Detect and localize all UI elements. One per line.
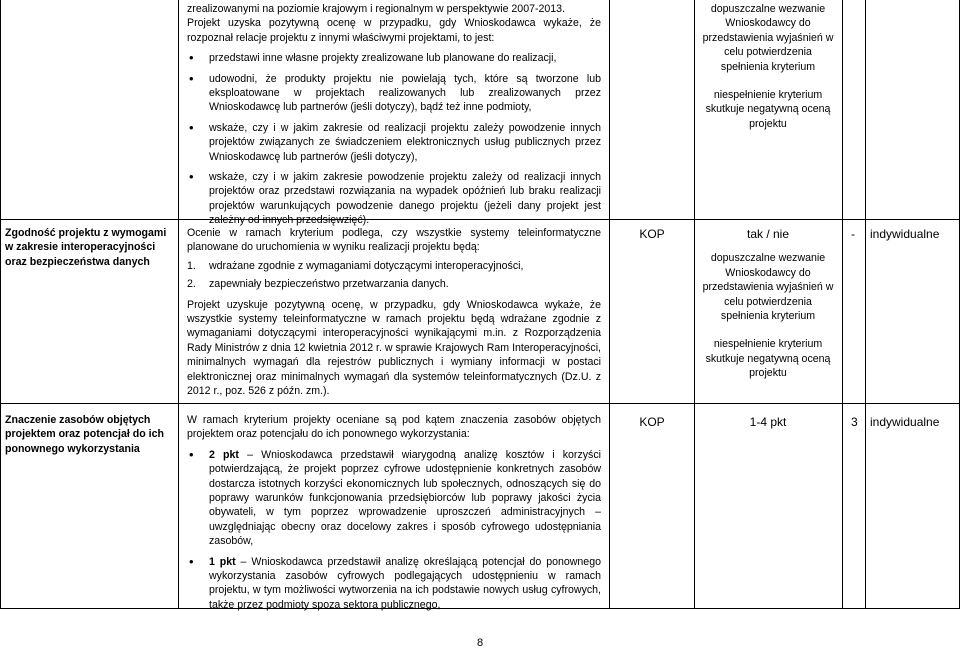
description-paragraph: Projekt uzyska pozytywną ocenę w przypadku, gdy Wnioskodawca wykaże, że rozpoznał relacje projektu z innymi właściwymi projektami, to jest: (187, 17, 601, 44)
description-paragraph: Ocenie w ramach kryterium podlega, czy wszystkie systemy teleinformatyczne planowane do uruchomienia w wyniku realizacji projektu będą: (187, 227, 601, 254)
result-cell (700, 2, 836, 131)
list-item (187, 259, 601, 273)
result-text: niespełnienie kryterium skutkuje negatywną oceną projektu (705, 338, 831, 380)
weight-value: 3 (851, 415, 858, 429)
page-number: 8 (476, 637, 484, 649)
table-border (0, 0, 1, 609)
bullet-list (187, 51, 601, 227)
description-paragraph: Projekt uzyskuje pozytywną ocenę, w przypadku, gdy Wnioskodawca wykaże, że wszystkie systemy teleinformatyczne w ramach projektu będą wdrażane zgodnie z wymaganiami dotyczącymi interoperacyjności wynikającymi m.in. z Rozporządzenia Rady Ministrów z dnia 12 kwietnia 2012 r. w sprawie Krajowych Ram Interoperacyjności, minimalnych wymagań dla rejestrów publicznych i wymiany informacji w postaci elektronicznej oraz minimalnych wymagań dla systemów teleinformatycznych (Dz.U. z 2012 r., poz. 526 z późn. zm.). (187, 298, 601, 398)
list-item (187, 277, 601, 291)
assessment-type: indywidualne (870, 227, 940, 241)
evaluating-body: KOP (639, 415, 665, 429)
item-number: 1. (187, 259, 196, 272)
criterion-name: Zgodność projektu z wymogami w zakresie interoperacyjności oraz bezpieczeństwa danych (5, 227, 167, 268)
row-description (187, 226, 601, 398)
description-paragraph: W ramach kryterium projekty oceniane są pod kątem znaczenia zasobów objętych projektem oraz potencjału do ich ponownego wykorzystania: (187, 414, 601, 441)
spacer (700, 323, 836, 337)
list-item (187, 555, 601, 613)
scale-value: 1-4 pkt (749, 415, 787, 429)
points-label: 1 pkt (209, 555, 236, 568)
table-border (609, 0, 610, 609)
table-border (178, 0, 179, 609)
list-item: • wskaże, czy i w jakim zakresie powodzenie projektu zależy od realizacji innych projektów oraz przedstawi rozwiązania na wypadek opóźnień lub braku realizacji projektów warunkujących powodzenie danego projektu (jeżeli dany projekt jest zależny od innych przedsięwzięć). (187, 170, 601, 228)
row-description (187, 413, 601, 612)
intro-line: zrealizowanymi na poziomie krajowym i regionalnym w perspektywie 2007-2013. (187, 3, 566, 15)
list-item: • wskaże, czy i w jakim zakresie od realizacji projektu zależy powodzenie innych projektów związanych ze świadczeniem elektronicznych usług publicznych przez Wnioskodawcę lub partnerów (jeśli dotyczy), (187, 121, 601, 164)
points-label: 2 pkt (209, 448, 239, 461)
list-item (187, 448, 601, 549)
list-item: • przedstawi inne własne projekty zrealizowane lub planowane do realizacji, (187, 51, 601, 65)
spacer (700, 241, 836, 251)
table-border (842, 0, 843, 609)
row-description (187, 2, 601, 228)
result-text: dopuszczalne wezwanie Wnioskodawcy do przedstawienia wyjaśnień w celu potwierdzenia spełnienia kryterium (702, 252, 834, 323)
spacer (700, 74, 836, 88)
result-text: dopuszczalne wezwanie Wnioskodawcy do przedstawienia wyjaśnień w celu potwierdzenia spełnienia kryterium (702, 3, 834, 73)
scale-value: tak / nie (746, 227, 790, 241)
list-item: • udowodni, że produkty projektu nie powielają tych, które są tworzone lub eksploatowane w projektach realizowanych lub zrealizowanych przez Wnioskodawcę lub partnerów (jeśli dotyczy), bądź też inne podmioty, (187, 72, 601, 115)
item-text: wdrażane zgodnie z wymaganiami dotyczącymi interoperacyjności, (209, 259, 524, 272)
table-border (694, 0, 695, 609)
result-cell (700, 227, 836, 381)
item-number: 2. (187, 278, 196, 291)
bullet-list (187, 448, 601, 612)
assessment-type: indywidualne (870, 415, 940, 429)
numbered-list (187, 259, 601, 292)
weight-value: - (851, 227, 855, 241)
table-border (0, 403, 960, 404)
item-text: – Wnioskodawca przedstawił analizę określającą potencjał do ponownego wykorzystania zasobów cyfrowych podlegających udostępnieniu w ramach projektu, w tym możliwości wytworzenia na ich podstawie nowych usług cyfrowych, także przez podmioty spoza sektora publicznego, (209, 555, 601, 611)
evaluating-body: KOP (639, 227, 665, 241)
criterion-name: Znaczenie zasobów objętych projektem oraz potencjał do ich ponownego wykorzystania (5, 414, 164, 455)
item-text: zapewniały bezpieczeństwo przetwarzania danych. (209, 278, 449, 291)
table-border (865, 0, 866, 609)
item-text: – Wnioskodawca przedstawił wiarygodną analizę kosztów i korzyści potwierdzającą, że projekt poprzez cyfrowe udostępnienie konkretnych zasobów dostarcza istotnych korzyści ekonomicznych lub społecznych, odnoszących się do poprawy warunków funkcjonowania przedsiębiorców lub poprawy jakości życia obywateli, w tym poprzez wprowadzenie uproszczeń administracyjnych – uwzględniając obecny oraz docelowy zakres i sposób cyfrowego udostępniania zasobów, (209, 448, 601, 548)
result-text: niespełnienie kryterium skutkuje negatywną oceną projektu (705, 89, 831, 130)
